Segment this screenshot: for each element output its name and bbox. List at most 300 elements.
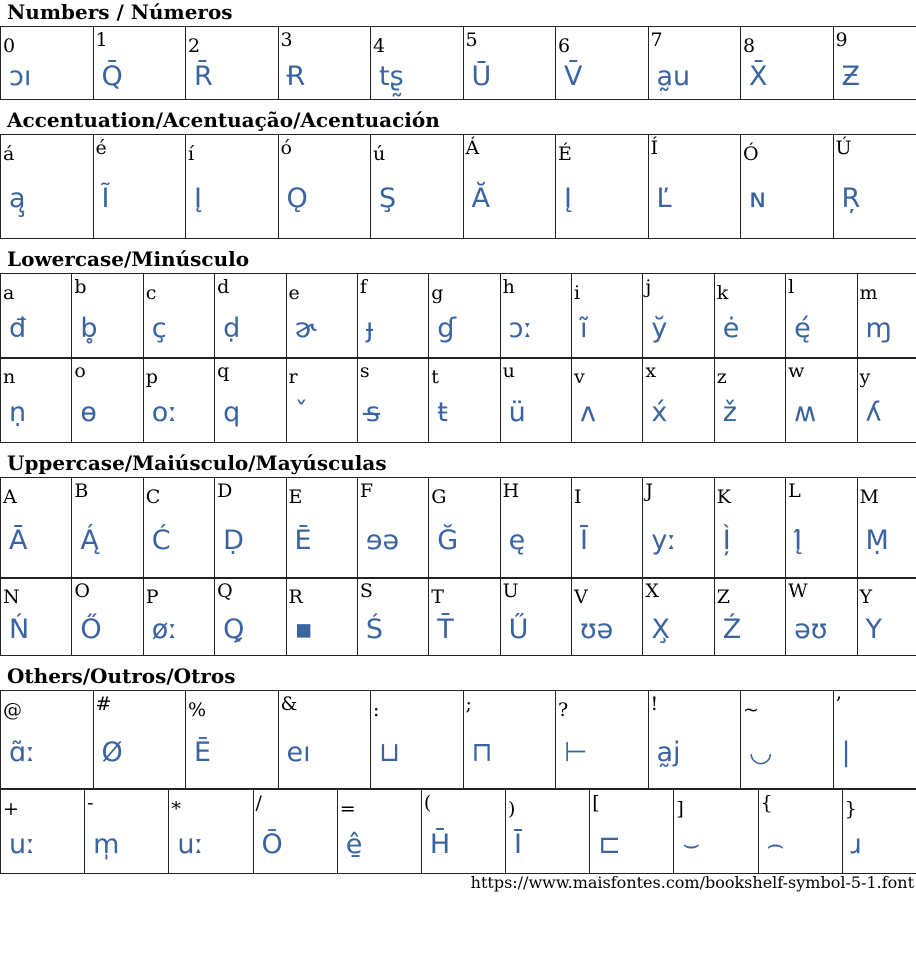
- glyph-cell: [648, 135, 741, 239]
- key-label: J: [645, 480, 653, 502]
- glyph-cell: [842, 790, 916, 874]
- glyph-cell: [463, 691, 556, 789]
- key-label: é: [95, 137, 107, 159]
- glyph-cell: [278, 691, 371, 789]
- glyph-cell: [857, 578, 916, 656]
- glyph-cell: [186, 135, 279, 239]
- glyph-cell: [143, 578, 214, 656]
- glyph-sample: s̶: [365, 397, 380, 428]
- section-title: Others/Outros/Otros: [7, 664, 236, 688]
- glyph-row: [1, 274, 916, 359]
- glyph-cell: [741, 691, 834, 789]
- glyph-sample: ʌ: [580, 397, 596, 428]
- glyph-row: [1, 691, 916, 789]
- key-label: 9: [835, 29, 848, 51]
- glyph-cell: [371, 135, 464, 239]
- glyph-sample: q: [223, 397, 241, 428]
- glyph-sample: Q̄: [101, 61, 123, 92]
- glyph-sample: ɵ: [80, 397, 97, 428]
- glyph-sample: ⊏: [598, 829, 621, 860]
- glyph-table: [0, 134, 916, 239]
- glyph-sample: ę: [508, 525, 526, 556]
- glyph-cell: [85, 790, 169, 874]
- key-label: %: [188, 699, 207, 721]
- key-label: 6: [558, 35, 571, 57]
- glyph-cell: [143, 478, 214, 579]
- glyph-sample: ɱ: [865, 313, 892, 344]
- glyph-sample: Ā: [9, 525, 28, 556]
- key-label: í: [188, 143, 195, 165]
- key-label: f: [359, 276, 367, 298]
- glyph-sample: ⌢: [766, 829, 785, 860]
- glyph-cell: [463, 135, 556, 239]
- glyph-cell: [643, 274, 714, 359]
- glyph-sample: ž: [722, 397, 737, 428]
- key-label: l: [788, 276, 795, 298]
- key-label: ú: [373, 143, 386, 165]
- glyph-cell: [786, 478, 857, 579]
- glyph-cell: [758, 790, 842, 874]
- section-title: Accentuation/Acentuação/Acentuación: [7, 108, 440, 132]
- glyph-sample: yː: [651, 525, 677, 556]
- glyph-cell: [429, 274, 500, 359]
- key-label: q: [217, 360, 230, 382]
- key-label: ?: [558, 699, 569, 721]
- glyph-sample: Ş: [379, 183, 397, 214]
- glyph-cell: [786, 578, 857, 656]
- key-label: X: [645, 580, 659, 602]
- key-label: Y: [859, 586, 873, 608]
- glyph-sample: X̧: [651, 614, 670, 645]
- glyph-sample: ė: [722, 313, 740, 344]
- glyph-table: [0, 273, 916, 359]
- glyph-sample: ɚ: [294, 313, 317, 344]
- section-title: Numbers / Números: [7, 0, 233, 24]
- glyph-sample: Ŗ: [841, 183, 861, 214]
- key-label: y: [859, 366, 871, 388]
- glyph-cell: [833, 135, 916, 239]
- key-label: &: [280, 693, 298, 715]
- key-label: b: [74, 276, 87, 298]
- glyph-sample: ɴ: [749, 183, 767, 214]
- key-label: Í: [650, 137, 659, 159]
- glyph-cell: [286, 274, 357, 359]
- glyph-sample: Ī: [514, 829, 522, 860]
- glyph-row: [1, 135, 916, 239]
- key-label: B: [74, 480, 89, 502]
- glyph-sample: Ḍ: [223, 525, 244, 556]
- glyph-sample: V̄: [564, 61, 583, 92]
- key-label: [: [592, 792, 600, 814]
- glyph-sample: y̆: [651, 313, 668, 344]
- key-label: Ó: [743, 143, 759, 165]
- glyph-cell: [572, 274, 643, 359]
- glyph-sample: đ: [9, 313, 27, 344]
- key-label: 7: [650, 29, 663, 51]
- key-label: K: [716, 486, 731, 508]
- glyph-cell: [1, 358, 72, 443]
- glyph-cell: [357, 274, 428, 359]
- glyph-table: [0, 577, 916, 656]
- glyph-sample: ▪: [294, 614, 313, 645]
- glyph-cell: [500, 578, 571, 656]
- glyph-table: [0, 357, 916, 443]
- key-label: 2: [188, 35, 201, 57]
- key-label: U: [502, 580, 519, 602]
- glyph-cell: [186, 691, 279, 789]
- glyph-cell: [572, 358, 643, 443]
- glyph-cell: [337, 790, 421, 874]
- key-label: ;: [465, 693, 472, 715]
- key-label: V: [574, 586, 588, 608]
- glyph-cell: [357, 578, 428, 656]
- glyph-cell: [556, 691, 649, 789]
- glyph-sample: a̰j: [656, 737, 681, 768]
- glyph-cell: [741, 27, 834, 100]
- key-label: s: [359, 360, 370, 382]
- glyph-sample: Ƶ: [841, 61, 860, 92]
- glyph-sample: Ś: [365, 614, 384, 645]
- glyph-cell: [648, 27, 741, 100]
- key-label: *: [171, 798, 181, 820]
- key-label: t: [431, 366, 439, 388]
- key-label: ]: [676, 798, 684, 820]
- glyph-cell: [500, 274, 571, 359]
- glyph-cell: [1, 27, 94, 100]
- key-label: k: [716, 282, 729, 304]
- key-label: P: [145, 586, 159, 608]
- glyph-sample: Ǫ: [286, 183, 308, 214]
- glyph-cell: [857, 478, 916, 579]
- glyph-cell: [643, 358, 714, 443]
- glyph-cell: [357, 478, 428, 579]
- key-label: e: [288, 282, 300, 304]
- key-label: A: [3, 486, 17, 508]
- glyph-cell: [143, 358, 214, 443]
- glyph-sample: ʊə: [580, 614, 614, 645]
- glyph-sample: Ń: [9, 614, 30, 645]
- glyph-cell: [215, 578, 286, 656]
- glyph-cell: [286, 578, 357, 656]
- key-label: d: [217, 276, 230, 298]
- glyph-sample: x́: [651, 397, 668, 428]
- glyph-sample: Ū: [471, 61, 492, 92]
- glyph-sample: Ă: [471, 183, 490, 214]
- key-label: v: [574, 366, 585, 388]
- key-label: T: [431, 586, 444, 608]
- key-label: ’: [835, 693, 842, 715]
- glyph-cell: [186, 27, 279, 100]
- glyph-cell: [286, 478, 357, 579]
- key-label: C: [145, 486, 161, 508]
- key-label: j: [645, 276, 652, 298]
- glyph-cell: [143, 274, 214, 359]
- glyph-sample: Ṃ: [865, 525, 889, 556]
- glyph-sample: ɘə: [365, 525, 400, 556]
- glyph-cell: [714, 274, 785, 359]
- glyph-sample: ü: [508, 397, 526, 428]
- key-label: :: [373, 699, 380, 721]
- glyph-cell: [463, 27, 556, 100]
- glyph-cell: [786, 274, 857, 359]
- key-label: @: [3, 699, 22, 721]
- glyph-sample: H̄: [429, 829, 451, 860]
- glyph-sample: Į́: [794, 525, 803, 556]
- key-label: =: [339, 798, 356, 820]
- glyph-cell: [714, 358, 785, 443]
- key-label: ): [508, 798, 516, 820]
- glyph-cell: [72, 358, 143, 443]
- glyph-cell: [278, 135, 371, 239]
- glyph-cell: [253, 790, 337, 874]
- glyph-cell: [590, 790, 674, 874]
- glyph-sample: ⌣: [682, 829, 701, 860]
- glyph-sample: Ĩ: [101, 183, 110, 214]
- key-label: u: [502, 360, 515, 382]
- glyph-sample: Ğ: [437, 525, 459, 556]
- glyph-cell: [500, 358, 571, 443]
- glyph-cell: [572, 478, 643, 579]
- glyph-cell: [556, 27, 649, 100]
- glyph-cell: [714, 478, 785, 579]
- glyph-row: [1, 478, 916, 579]
- glyph-row: [1, 358, 916, 443]
- key-label: Ú: [835, 137, 852, 159]
- glyph-sample: a̰u: [656, 61, 691, 92]
- glyph-cell: [1, 691, 94, 789]
- glyph-sample: ę́: [794, 313, 811, 344]
- key-label: o: [74, 360, 86, 382]
- key-label: G: [431, 486, 447, 508]
- glyph-sample: ɑ̃ː: [9, 737, 36, 768]
- glyph-sample: Ű: [508, 614, 529, 645]
- glyph-sample: ˇ: [294, 397, 308, 428]
- key-label: i: [574, 282, 581, 304]
- glyph-sample: ê̱: [345, 829, 363, 860]
- glyph-sample: Ì̦: [722, 525, 731, 556]
- glyph-sample: b̥: [80, 313, 98, 344]
- key-label: #: [95, 693, 112, 715]
- key-label: }: [844, 798, 857, 820]
- glyph-sample: ɟ: [365, 313, 374, 344]
- glyph-cell: [786, 358, 857, 443]
- key-label: x: [645, 360, 657, 382]
- glyph-cell: [429, 358, 500, 443]
- key-label: É: [558, 143, 572, 165]
- glyph-cell: [1, 478, 72, 579]
- key-label: S: [359, 580, 373, 602]
- glyph-sample: X̄: [749, 61, 768, 92]
- glyph-sample: ◡: [749, 737, 773, 768]
- glyph-cell: [1, 578, 72, 656]
- glyph-sample: Ō: [261, 829, 283, 860]
- glyph-sample: ḍ: [223, 313, 241, 344]
- glyph-sample: ɔː: [508, 313, 533, 344]
- key-label: m: [859, 282, 878, 304]
- section-title: Uppercase/Maiúsculo/Mayúsculas: [7, 451, 387, 475]
- glyph-cell: [93, 135, 186, 239]
- glyph-sample: eı: [286, 737, 311, 768]
- key-label: (: [423, 792, 432, 814]
- glyph-cell: [215, 478, 286, 579]
- source-url: https://www.maisfontes.com/bookshelf-symbol-5-1.font: [470, 873, 914, 892]
- glyph-sample: oː: [151, 397, 178, 428]
- glyph-sample: uː: [177, 829, 204, 860]
- key-label: +: [3, 798, 19, 820]
- key-label: 0: [3, 35, 16, 57]
- glyph-cell: [572, 578, 643, 656]
- glyph-sample: Ø: [101, 737, 123, 768]
- glyph-cell: [215, 274, 286, 359]
- glyph-sample: ⊢: [564, 737, 588, 768]
- glyph-sample: tʂ̰: [379, 61, 404, 92]
- glyph-sample: Ą́: [80, 525, 99, 556]
- glyph-cell: [93, 691, 186, 789]
- key-label: O: [74, 580, 90, 602]
- glyph-sample: ɠ: [437, 313, 457, 344]
- glyph-sample: R̄: [194, 61, 213, 92]
- glyph-sample: ĩ: [580, 313, 588, 344]
- glyph-cell: [833, 27, 916, 100]
- key-label: R: [288, 586, 303, 608]
- key-label: /: [255, 792, 262, 814]
- key-label: g: [431, 282, 444, 304]
- key-label: N: [3, 586, 20, 608]
- glyph-table: [0, 477, 916, 579]
- glyph-sample: Ē: [194, 737, 212, 768]
- glyph-sample: ⊔: [379, 737, 401, 768]
- key-label: a: [3, 282, 15, 304]
- glyph-row: [1, 578, 916, 656]
- key-label: h: [502, 276, 515, 298]
- glyph-cell: [278, 27, 371, 100]
- key-label: H: [502, 480, 520, 502]
- glyph-sample: Ꝗ: [223, 614, 245, 645]
- key-label: E: [288, 486, 303, 508]
- glyph-row: [1, 790, 916, 874]
- glyph-cell: [643, 578, 714, 656]
- glyph-sample: Ź: [722, 614, 742, 645]
- glyph-sample: Į: [564, 183, 572, 214]
- section-title: Lowercase/Minúsculo: [7, 247, 250, 271]
- key-label: Á: [465, 137, 480, 159]
- glyph-cell: [643, 478, 714, 579]
- glyph-cell: [215, 358, 286, 443]
- glyph-cell: [286, 358, 357, 443]
- glyph-cell: [72, 274, 143, 359]
- glyph-sample: ŧ: [437, 397, 448, 428]
- glyph-cell: [72, 578, 143, 656]
- glyph-sample: Ő: [80, 614, 102, 645]
- glyph-table: [0, 789, 916, 874]
- key-label: 1: [95, 29, 108, 51]
- glyph-cell: [833, 691, 916, 789]
- glyph-table: [0, 690, 916, 789]
- glyph-cell: [429, 578, 500, 656]
- glyph-sample: ą̧: [9, 183, 26, 214]
- glyph-cell: [1, 135, 94, 239]
- glyph-sample: ɔı: [9, 61, 32, 92]
- glyph-cell: [371, 27, 464, 100]
- glyph-sample: Į: [194, 183, 202, 214]
- glyph-cell: [556, 135, 649, 239]
- key-label: -: [87, 792, 94, 814]
- key-label: Q: [217, 580, 233, 602]
- glyph-cell: [371, 691, 464, 789]
- glyph-sample: əʊ: [794, 614, 828, 645]
- glyph-cell: [429, 478, 500, 579]
- key-label: r: [288, 366, 298, 388]
- glyph-cell: [674, 790, 758, 874]
- glyph-sample: ɹ: [850, 829, 862, 860]
- key-label: ó: [280, 137, 292, 159]
- key-label: n: [3, 366, 16, 388]
- key-label: c: [145, 282, 157, 304]
- glyph-sample: Ī: [580, 525, 588, 556]
- glyph-cell: [1, 790, 85, 874]
- glyph-sample: |: [841, 737, 851, 768]
- key-label: z: [716, 366, 727, 388]
- glyph-cell: [72, 478, 143, 579]
- key-label: 3: [280, 29, 293, 51]
- key-label: L: [788, 480, 801, 502]
- glyph-sample: Ľ: [656, 183, 672, 214]
- glyph-sample: Ē: [294, 525, 312, 556]
- glyph-sample: Y: [865, 614, 882, 645]
- key-label: 4: [373, 35, 386, 57]
- key-label: I: [574, 486, 582, 508]
- glyph-table: [0, 26, 916, 100]
- glyph-cell: [741, 135, 834, 239]
- glyph-cell: [648, 691, 741, 789]
- glyph-row: [1, 27, 916, 100]
- glyph-cell: [357, 358, 428, 443]
- glyph-cell: [857, 358, 916, 443]
- key-label: F: [359, 480, 374, 502]
- key-label: W: [788, 580, 808, 602]
- glyph-cell: [169, 790, 253, 874]
- key-label: D: [217, 480, 233, 502]
- key-label: !: [650, 693, 659, 715]
- key-label: p: [145, 366, 158, 388]
- glyph-sample: T̄: [437, 614, 454, 645]
- glyph-cell: [421, 790, 505, 874]
- key-label: 5: [465, 29, 478, 51]
- key-label: M: [859, 486, 879, 508]
- glyph-sample: Ɍ: [286, 61, 306, 92]
- glyph-sample: ç: [151, 313, 167, 344]
- glyph-sample: ṇ: [9, 397, 27, 428]
- glyph-sample: Ć: [151, 525, 171, 556]
- glyph-cell: [500, 478, 571, 579]
- key-label: ~: [743, 699, 759, 721]
- glyph-cell: [714, 578, 785, 656]
- glyph-cell: [506, 790, 590, 874]
- key-label: w: [788, 360, 805, 382]
- glyph-sample: uː: [9, 829, 36, 860]
- glyph-cell: [857, 274, 916, 359]
- key-label: {: [760, 792, 773, 814]
- glyph-cell: [93, 27, 186, 100]
- glyph-sample: øː: [151, 614, 178, 645]
- glyph-sample: ⊓: [471, 737, 493, 768]
- key-label: Z: [716, 586, 730, 608]
- glyph-sample: ʍ: [794, 397, 817, 428]
- key-label: á: [3, 143, 15, 165]
- key-label: 8: [743, 35, 756, 57]
- glyph-cell: [1, 274, 72, 359]
- glyph-sample: m̩: [93, 829, 120, 860]
